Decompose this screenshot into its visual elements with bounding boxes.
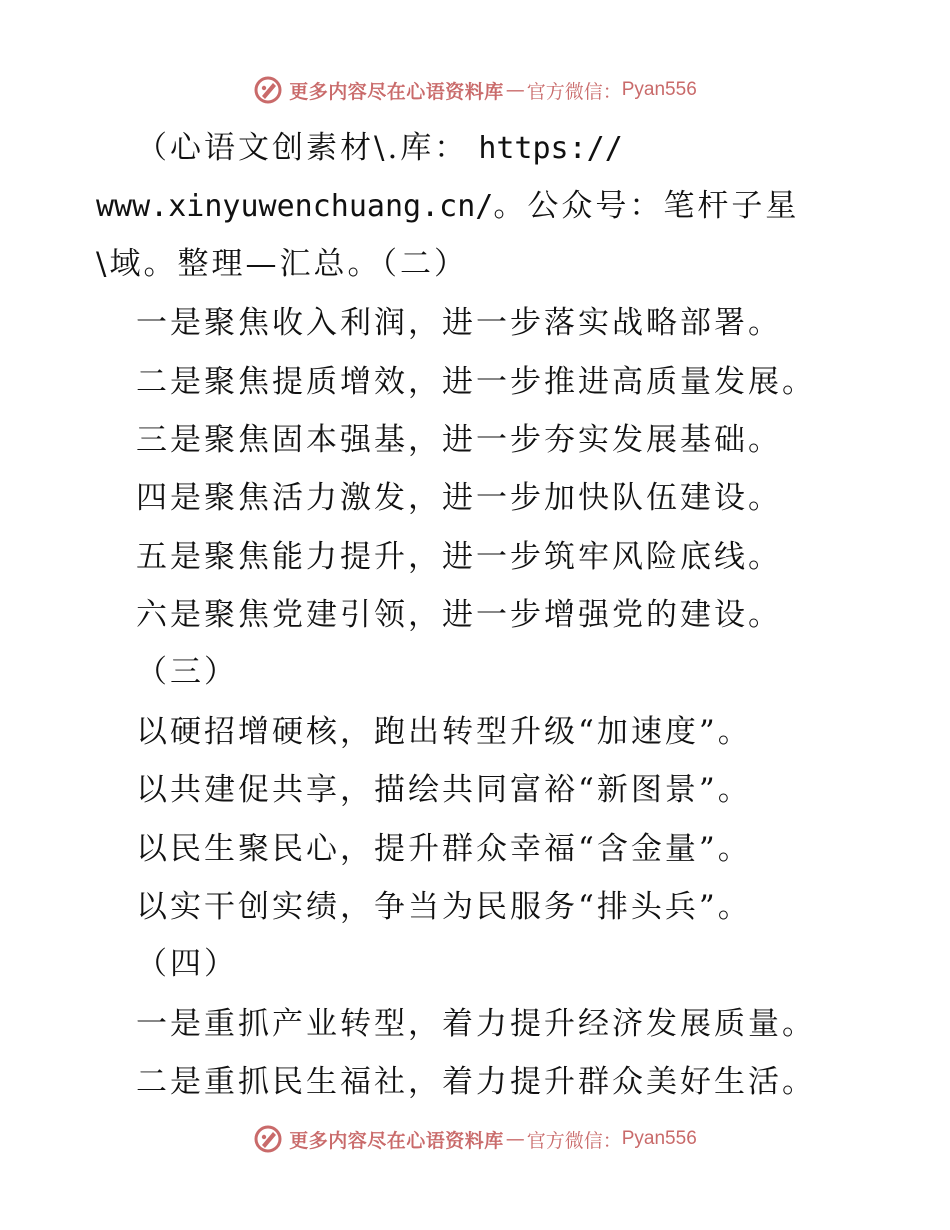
intro-prefix: （心语文创素材\.库： bbox=[136, 130, 469, 166]
list-item: 二是重抓民生福社，着力提升群众美好生活。 bbox=[136, 1064, 816, 1100]
list-item: 以实干创实绩，争当为民服务“排头兵”。 bbox=[136, 889, 752, 925]
list-item: 六是聚焦党建引领，进一步增强党的建设。 bbox=[136, 597, 782, 633]
watermark-wechat-id: Pyan556 bbox=[621, 1128, 697, 1149]
list-item: 五是聚焦能力提升，进一步筑牢风险底线。 bbox=[136, 539, 782, 575]
intro-line-1 bbox=[136, 128, 623, 168]
list-item: 以硬招增硬核，跑出转型升级“加速度”。 bbox=[136, 714, 752, 750]
watermark-official-label: 官方微信： bbox=[526, 1129, 622, 1152]
watermark-dash: — bbox=[505, 1128, 525, 1150]
watermark-wechat-id: Pyan556 bbox=[621, 79, 697, 100]
list-item: 三是聚焦固本强基，进一步夯实发展基础。 bbox=[136, 422, 782, 458]
intro-suffix: 。公众号：笔杆子星 bbox=[493, 188, 800, 224]
list-item: 四是聚焦活力激发，进一步加快队伍建设。 bbox=[136, 480, 782, 516]
pen-circle-logo-icon bbox=[253, 75, 283, 105]
watermark-official-label: 官方微信： bbox=[526, 80, 622, 103]
list-item: 以民生聚民心，提升群众幸福“含金量”。 bbox=[136, 831, 752, 867]
intro-url: www.xinyuwenchuang.cn/ bbox=[96, 189, 494, 224]
list-item: 二是聚焦提质增效，进一步推进高质量发展。 bbox=[136, 364, 816, 400]
intro-line-2 bbox=[96, 186, 799, 226]
intro-url-start: https:// bbox=[478, 131, 623, 166]
list-item: 一是聚焦收入利润，进一步落实战略部署。 bbox=[136, 305, 782, 341]
intro-line-3 bbox=[96, 244, 468, 284]
watermark-main-text: 更多内容尽在心语资料库 bbox=[289, 80, 504, 103]
section-heading: （三） bbox=[136, 654, 238, 690]
list-item: 以共建促共享，描绘共同富裕“新图景”。 bbox=[136, 772, 752, 808]
list-item: 一是重抓产业转型，着力提升经济发展质量。 bbox=[136, 1006, 816, 1042]
watermark-main-text: 更多内容尽在心语资料库 bbox=[289, 1129, 504, 1152]
pen-circle-logo-icon bbox=[253, 1124, 283, 1154]
section-heading: （四） bbox=[136, 946, 238, 982]
header-watermark bbox=[0, 72, 950, 108]
footer-watermark bbox=[0, 1121, 950, 1157]
watermark-dash: — bbox=[505, 79, 525, 101]
intro-line-3-text: \域。整理—汇总。（二） bbox=[96, 246, 468, 282]
